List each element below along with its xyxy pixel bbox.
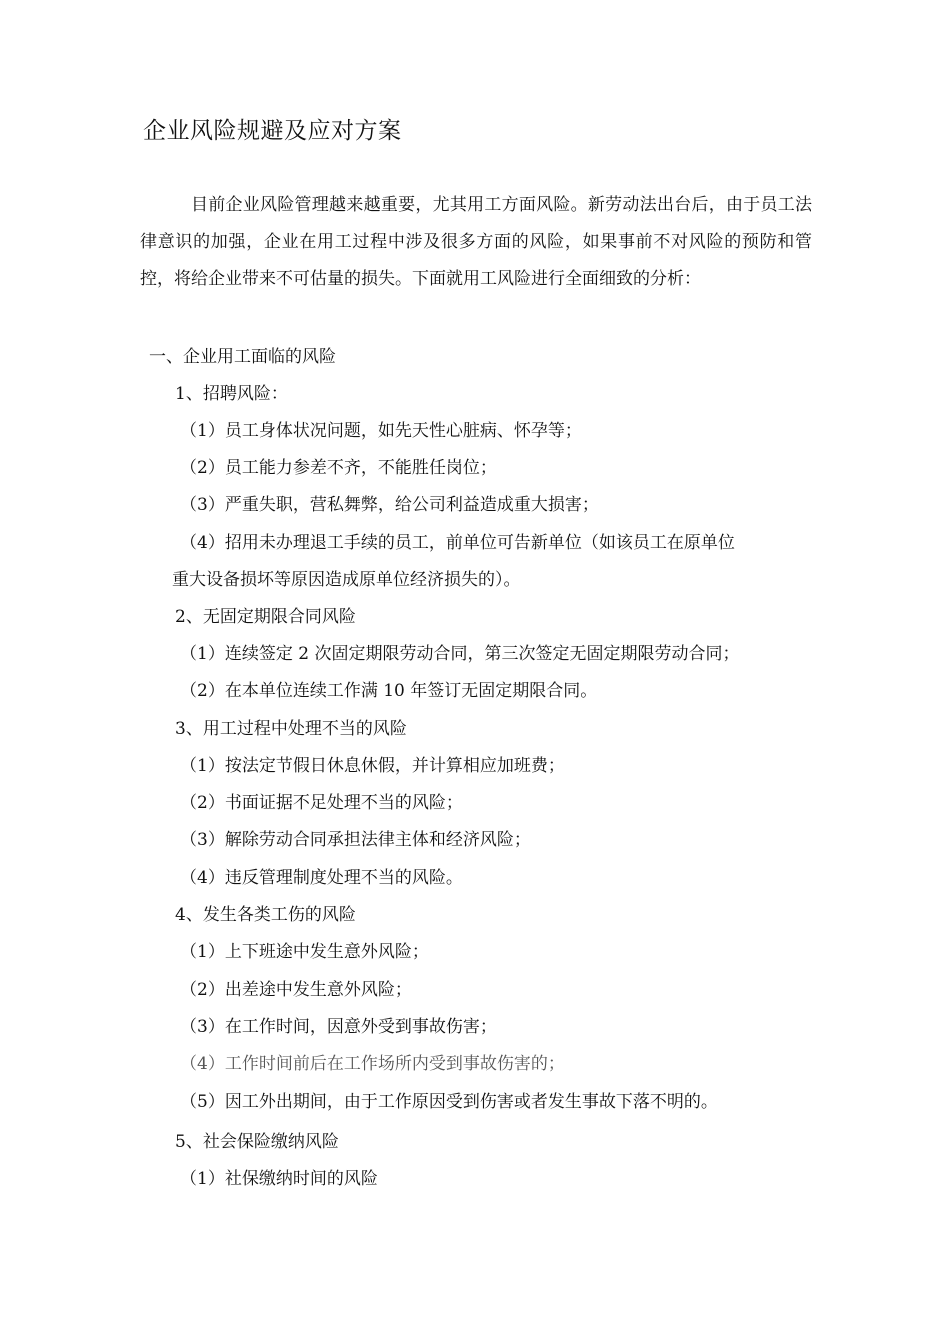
subheading-social-insurance: 5、社会保险缴纳风险 xyxy=(175,1132,339,1152)
list-item: （3）在工作时间，因意外受到事故伤害； xyxy=(180,1017,497,1037)
list-item: （2）员工能力参差不齐，不能胜任岗位； xyxy=(180,458,497,478)
subheading-employment-process: 3、用工过程中处理不当的风险 xyxy=(175,719,407,739)
list-item: （1）按法定节假日休息休假，并计算相应加班费； xyxy=(180,756,565,776)
list-item: （2）在本单位连续工作满 10 年签订无固定期限合同。 xyxy=(180,681,598,701)
list-item: （3）严重失职，营私舞弊，给公司利益造成重大损害； xyxy=(180,495,599,515)
list-item-continuation: 重大设备损坏等原因造成原单位经济损失的）。 xyxy=(172,570,521,590)
subheading-recruitment: 1、招聘风险： xyxy=(175,384,288,404)
list-item: （1）上下班途中发生意外风险； xyxy=(180,942,429,962)
list-item: （4）工作时间前后在工作场所内受到事故伤害的； xyxy=(180,1054,565,1074)
section-heading-risks: 一、企业用工面临的风险 xyxy=(149,347,336,367)
subheading-work-injury: 4、发生各类工伤的风险 xyxy=(175,905,356,925)
list-item: （1）社保缴纳时间的风险 xyxy=(180,1169,378,1189)
intro-paragraph: 目前企业风险管理越来越重要，尤其用工方面风险。新劳动法出台后，由于员工法律意识的加强，企业在用工过程中涉及很多方面的风险，如果事前不对风险的预防和管控，将给企业带来不可估量的损失。下面就用工风险进行全面细致的分析： xyxy=(140,195,812,289)
list-item: （3）解除劳动合同承担法律主体和经济风险； xyxy=(180,830,531,850)
list-item: （2）书面证据不足处理不当的风险； xyxy=(180,793,463,813)
document-title: 企业风险规避及应对方案 xyxy=(143,118,402,144)
list-item: （1）连续签定 2 次固定期限劳动合同，第三次签定无固定期限劳动合同； xyxy=(180,644,740,664)
subheading-open-ended-contract: 2、无固定期限合同风险 xyxy=(175,607,356,627)
list-item: （4）招用未办理退工手续的员工，前单位可告新单位（如该员工在原单位 xyxy=(180,533,735,553)
list-item: （5）因工外出期间，由于工作原因受到伤害或者发生事故下落不明的。 xyxy=(180,1092,718,1112)
list-item: （2）出差途中发生意外风险； xyxy=(180,980,412,1000)
list-item: （4）违反管理制度处理不当的风险。 xyxy=(180,868,463,888)
list-item: （1）员工身体状况问题，如先天性心脏病、怀孕等； xyxy=(180,421,582,441)
